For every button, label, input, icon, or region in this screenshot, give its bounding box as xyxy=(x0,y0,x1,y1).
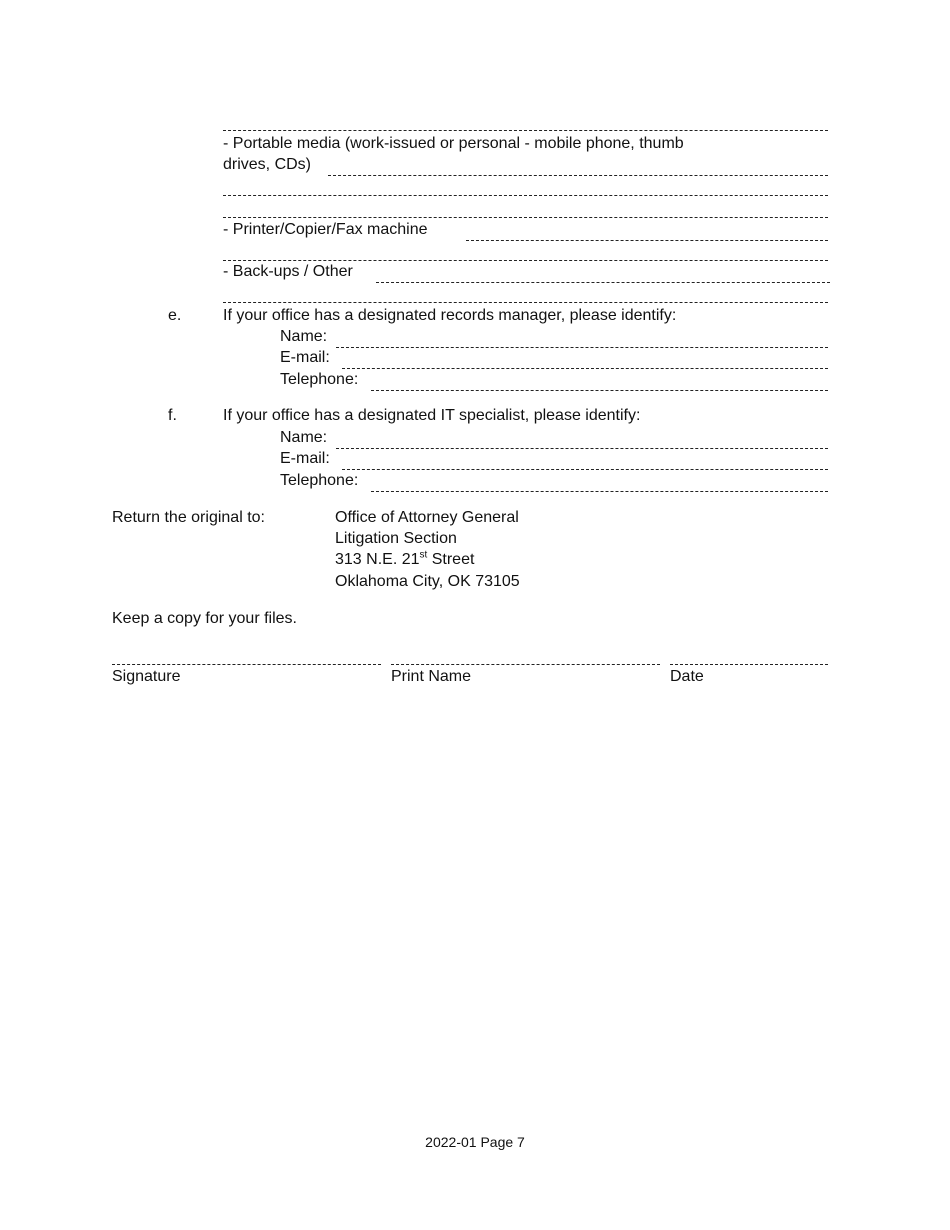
it-specialist-name-label: Name: xyxy=(280,429,328,446)
portable-media-label: - Portable media (work-issued or personal - mobile phone, thumb xyxy=(223,135,684,152)
blank-line[interactable] xyxy=(223,217,828,218)
print-name-label: Print Name xyxy=(391,668,472,685)
it-specialist-telephone-label: Telephone: xyxy=(280,472,359,489)
page-footer: 2022-01 Page 7 xyxy=(425,1134,525,1150)
return-label: Return the original to: xyxy=(112,509,265,526)
return-address-line1: Office of Attorney General xyxy=(335,509,519,526)
return-address-line2: Litigation Section xyxy=(335,530,457,547)
records-manager-telephone-field[interactable] xyxy=(371,370,828,391)
records-manager-email-label: E-mail: xyxy=(280,349,330,366)
records-manager-name-label: Name: xyxy=(280,328,328,345)
records-manager-email-field[interactable] xyxy=(342,348,828,369)
signature-label: Signature xyxy=(112,668,181,685)
signature-line[interactable] xyxy=(112,664,381,665)
blank-line[interactable] xyxy=(223,260,828,261)
return-address-line3: 313 N.E. 21st Street xyxy=(335,549,475,568)
print-name-line[interactable] xyxy=(391,664,660,665)
blank-line[interactable] xyxy=(223,302,828,303)
backups-other-label: - Back-ups / Other xyxy=(223,263,353,280)
portable-media-label-cont: drives, CDs) xyxy=(223,156,312,173)
printer-copier-fax-field[interactable] xyxy=(466,220,828,241)
it-specialist-email-field[interactable] xyxy=(342,449,828,470)
section-f-letter: f. xyxy=(168,407,177,424)
blank-line[interactable] xyxy=(223,130,828,131)
section-f-question: If your office has a designated IT specialist, please identify: xyxy=(223,407,641,424)
printer-copier-fax-label: - Printer/Copier/Fax machine xyxy=(223,221,428,238)
portable-media-field[interactable] xyxy=(328,155,828,176)
return-address-line4: Oklahoma City, OK 73105 xyxy=(335,573,520,590)
section-e-question: If your office has a designated records manager, please identify: xyxy=(223,307,677,324)
records-manager-telephone-label: Telephone: xyxy=(280,371,359,388)
it-specialist-name-field[interactable] xyxy=(336,428,828,449)
blank-line[interactable] xyxy=(223,195,828,196)
keep-copy-note: Keep a copy for your files. xyxy=(112,610,297,627)
section-e-letter: e. xyxy=(168,307,182,324)
it-specialist-email-label: E-mail: xyxy=(280,450,330,467)
records-manager-name-field[interactable] xyxy=(336,327,828,348)
it-specialist-telephone-field[interactable] xyxy=(371,471,828,492)
backups-other-field[interactable] xyxy=(376,262,830,283)
date-line[interactable] xyxy=(670,664,828,665)
date-label: Date xyxy=(670,668,704,685)
